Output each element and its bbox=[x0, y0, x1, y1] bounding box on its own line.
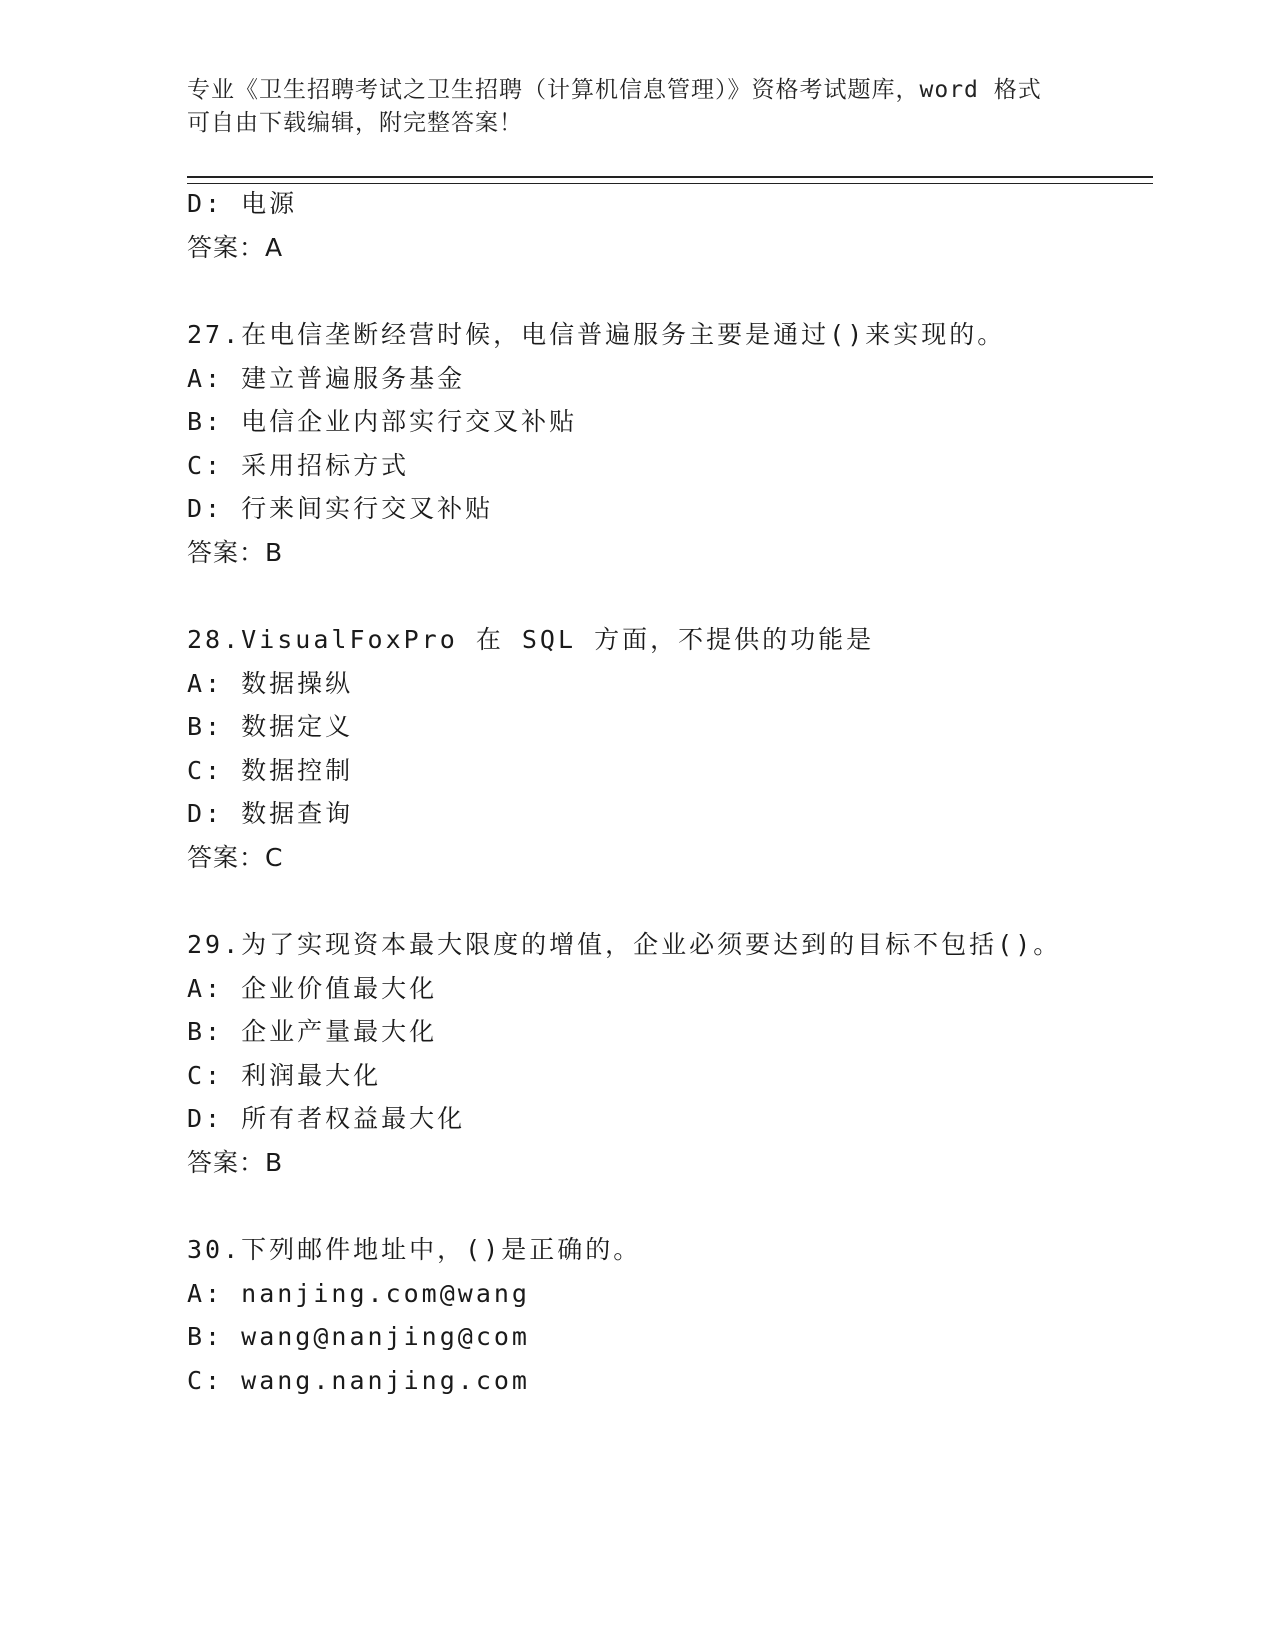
q29-option-d: D: 所有者权益最大化 bbox=[187, 1104, 466, 1133]
header-line-1: 专业《卫生招聘考试之卫生招聘（计算机信息管理）》资格考试题库，word 格式 bbox=[187, 77, 1042, 103]
q28-answer: 答案：C bbox=[187, 843, 284, 872]
q27-option-c: C: 采用招标方式 bbox=[187, 451, 410, 480]
q30-stem: 30.下列邮件地址中，()是正确的。 bbox=[187, 1235, 642, 1264]
q28-stem: 28.VisualFoxPro 在 SQL 方面，不提供的功能是 bbox=[187, 625, 875, 654]
q29-option-b: B: 企业产量最大化 bbox=[187, 1017, 438, 1046]
q28-option-b: B: 数据定义 bbox=[187, 712, 354, 741]
q27-option-d: D: 行来间实行交叉补贴 bbox=[187, 494, 494, 523]
q29-stem: 29.为了实现资本最大限度的增值，企业必须要达到的目标不包括()。 bbox=[187, 930, 1062, 959]
q28-option-d: D: 数据查询 bbox=[187, 799, 354, 828]
q28-option-c: C: 数据控制 bbox=[187, 756, 354, 785]
document-header bbox=[187, 74, 1067, 140]
q29-answer: 答案：B bbox=[187, 1148, 284, 1177]
header-line-2: 可自由下载编辑，附完整答案！ bbox=[187, 110, 523, 136]
q28-option-a: A: 数据操纵 bbox=[187, 669, 354, 698]
header-divider bbox=[187, 176, 1153, 184]
q27-answer: 答案：B bbox=[187, 538, 284, 567]
q30-option-c: C: wang.nanjing.com bbox=[187, 1366, 530, 1395]
q27-option-a: A: 建立普遍服务基金 bbox=[187, 364, 466, 393]
q26-answer: 答案：A bbox=[187, 233, 284, 262]
q27-option-b: B: 电信企业内部实行交叉补贴 bbox=[187, 407, 578, 436]
q27-stem: 27.在电信垄断经营时候，电信普遍服务主要是通过()来实现的。 bbox=[187, 320, 1006, 349]
q29-option-c: C: 利润最大化 bbox=[187, 1061, 382, 1090]
q29-option-a: A: 企业价值最大化 bbox=[187, 974, 438, 1003]
q26-option-d: D: 电源 bbox=[187, 189, 298, 218]
q30-option-a: A: nanjing.com@wang bbox=[187, 1279, 530, 1308]
q30-option-b: B: wang@nanjing@com bbox=[187, 1322, 530, 1351]
